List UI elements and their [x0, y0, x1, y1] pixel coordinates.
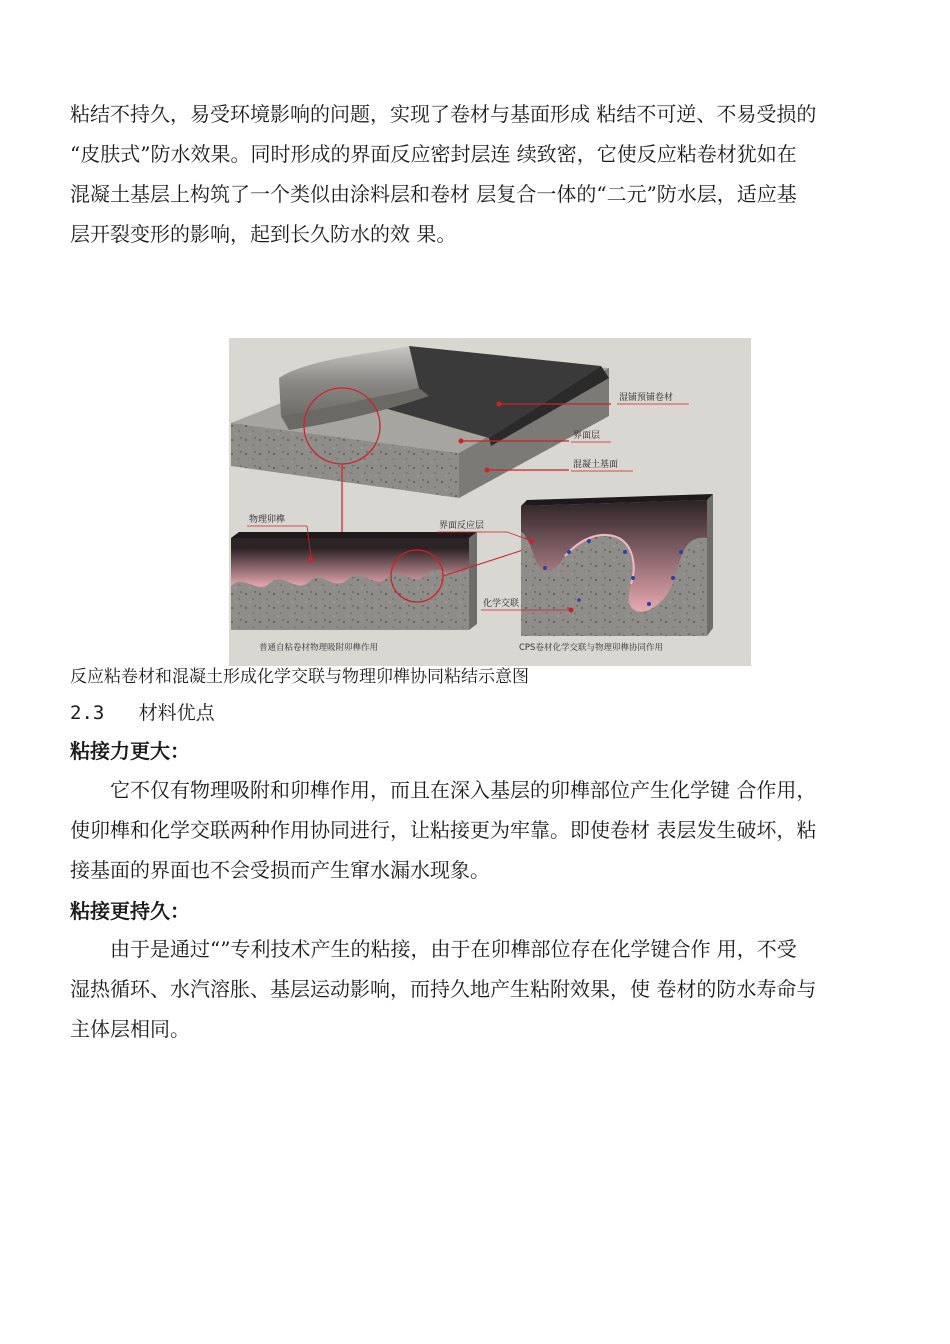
left-block-caption: 普通自粘卷材物理吸附卯榫作用	[259, 643, 379, 653]
point2-line: 湿热循环、水汽溶胀、基层运动影响，而持久地产生粘附效果，使 卷材的防水寿命与	[70, 977, 817, 1001]
point2-paragraph	[70, 929, 908, 1049]
tenon-block-left	[231, 532, 477, 630]
label-chemical-crosslink: 化学交联	[483, 599, 520, 609]
point2-line: 主体层相同。	[70, 1017, 190, 1041]
intro-line: 粘结不持久，易受环境影响的问题，实现了卷材与基面形成 粘结不可逆、不易受损的	[70, 102, 817, 126]
label-physical-tenon: 物理卯榫	[249, 515, 286, 525]
adhesion-diagram	[229, 338, 751, 666]
point1-line: 使卯榫和化学交联两种作用协同进行，让粘接更为牢靠。即使卷材 表层发生破坏，粘	[70, 818, 817, 842]
intro-line: “皮肤式”防水效果。同时形成的界面反应密封层连 续致密，它使反应粘卷材犹如在	[70, 142, 797, 166]
right-block-caption: CPS卷材化学交联与物理卯榫协同作用	[519, 643, 663, 653]
section-title: 材料优点	[138, 702, 215, 724]
point1-line: 接基面的界面也不会受损而产生窜水漏水现象。	[70, 858, 490, 882]
label-interface-layer: 界面层	[573, 431, 601, 441]
intro-paragraph	[70, 94, 908, 254]
point1-line: 它不仅有物理吸附和卯榫作用，而且在深入基层的卯榫部位产生化学键 合作用，	[110, 778, 817, 802]
figure-caption: 反应粘卷材和混凝土形成化学交联与物理卯榫协同粘结示意图	[70, 667, 529, 687]
point1-heading: 粘接力更大：	[70, 739, 190, 763]
intro-line: 层开裂变形的影响，起到长久防水的效 果。	[70, 222, 457, 246]
section-heading	[70, 698, 215, 728]
section-number: 2.3	[70, 702, 105, 724]
point2-line: 由于是通过“”专利技术产生的粘接，由于在卯榫部位存在化学键合作 用，不受	[110, 937, 797, 961]
label-concrete-base: 混凝土基面	[573, 460, 619, 470]
point1-paragraph	[70, 770, 908, 890]
label-interface-reaction: 界面反应层	[439, 521, 485, 531]
label-membrane: 湿铺预铺卷材	[619, 393, 674, 403]
point2-heading: 粘接更持久：	[70, 899, 190, 923]
intro-line: 混凝土基层上构筑了一个类似由涂料层和卷材 层复合一体的“二元”防水层，适应基	[70, 182, 797, 206]
cps-block-right	[521, 494, 713, 636]
